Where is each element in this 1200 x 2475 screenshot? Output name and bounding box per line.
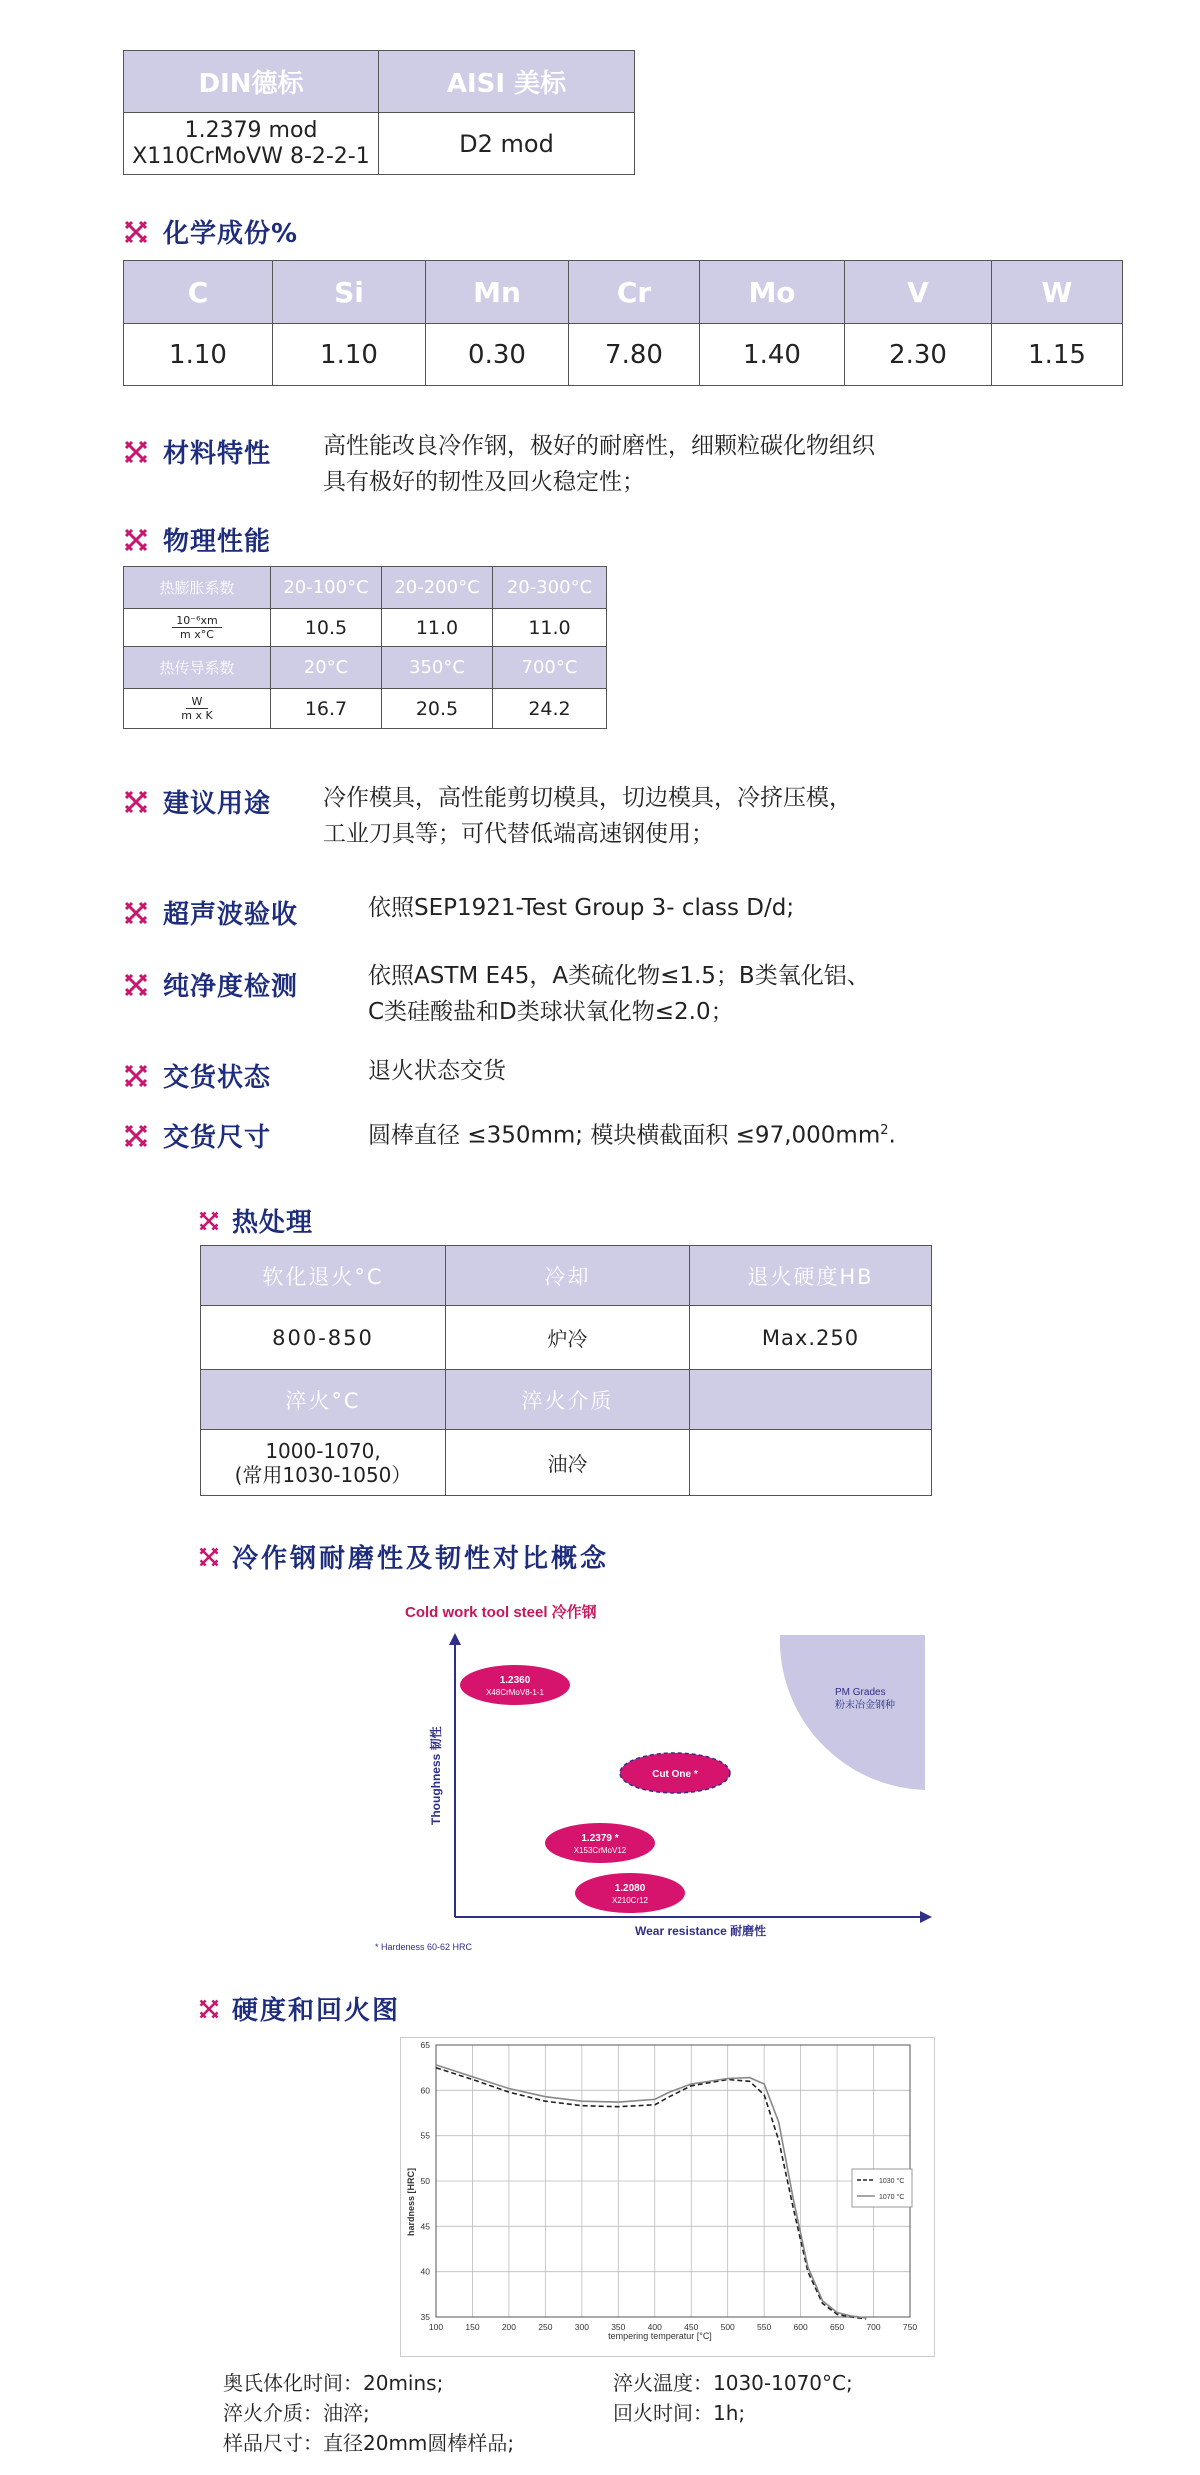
x-tick-label: 500 <box>720 2322 735 2332</box>
din-line-1: 1.2379 mod <box>184 117 318 143</box>
x-tick-label: 400 <box>647 2322 662 2332</box>
bubble-1-line-1: 1.2360 <box>499 1675 531 1686</box>
x-axis-arrow <box>920 1911 932 1923</box>
chem-value-mn: 0.30 <box>426 324 569 386</box>
tempering-chart <box>400 2037 935 2357</box>
notes-row-2 <box>223 2398 983 2428</box>
delivery-size-sup: 2 <box>880 1123 889 1138</box>
usage-title: 建议用途 <box>163 789 272 819</box>
ultrasonic-heading <box>123 894 298 931</box>
conductivity-temp-2: 350°C <box>382 647 493 689</box>
concept-footnote: * Hardeness 60-62 HRC <box>375 1942 473 1952</box>
expansion-range-2: 20-200°C <box>382 567 493 609</box>
delivery-size-text <box>368 1113 896 1154</box>
bubble-4-line-2: X210Cr12 <box>611 1896 649 1905</box>
ultrasonic-text: 依照SEP1921-Test Group 3- class D/d; <box>368 895 795 921</box>
delivery-state-title: 交货状态 <box>163 1063 272 1093</box>
chem-value-c: 1.10 <box>124 324 273 386</box>
expansion-value-3: 11.0 <box>493 609 607 647</box>
physical-table <box>123 566 607 729</box>
pm-label-2: 粉末冶金钢种 <box>835 1700 895 1711</box>
y-tick-label: 65 <box>420 2040 430 2050</box>
expansion-value-1: 10.5 <box>271 609 382 647</box>
chart-y-label: hardness [HRC] <box>406 2167 416 2237</box>
section-cross-icon <box>123 527 149 553</box>
conductivity-value-3: 24.2 <box>493 689 607 729</box>
x-tick-label: 450 <box>684 2322 699 2332</box>
heat-header-hardness: 退火硬度HB <box>690 1246 932 1306</box>
note-temper-time: 回火时间：1h; <box>613 2401 746 2425</box>
heat-medium-value: 油冷 <box>446 1430 690 1496</box>
heat-empty-value <box>690 1430 932 1496</box>
chemistry-header-row <box>124 261 1123 324</box>
delivery-state-text: 退火状态交货 <box>368 1058 506 1084</box>
note-quench-medium: 淬火介质：油淬; <box>223 2401 370 2425</box>
designation-aisi-value: D2 mod <box>379 113 635 175</box>
chart-legend <box>852 2169 912 2207</box>
x-tick-label: 700 <box>866 2322 881 2332</box>
section-cross-icon <box>123 219 149 245</box>
material-heading <box>123 433 271 470</box>
x-tick-label: 750 <box>902 2322 918 2332</box>
conductivity-unit-bottom: m x K <box>181 709 213 722</box>
expansion-label: 热膨胀系数 <box>124 567 271 609</box>
bubble-4-line-1: 1.2080 <box>614 1883 646 1894</box>
conductivity-value-1: 16.7 <box>271 689 382 729</box>
delivery-size-heading <box>123 1117 271 1154</box>
y-tick-label: 35 <box>420 2312 430 2322</box>
section-cross-icon <box>123 972 149 998</box>
heat-heading <box>198 1202 313 1239</box>
chem-value-cr: 7.80 <box>569 324 700 386</box>
chem-value-mo: 1.40 <box>700 324 845 386</box>
conductivity-label: 热传导系数 <box>124 647 271 689</box>
physical-title: 物理性能 <box>163 527 272 557</box>
chemistry-title: 化学成份% <box>163 219 299 249</box>
concept-chart-title: Cold work tool steel 冷作钢 <box>405 1604 597 1621</box>
designation-din-value <box>124 113 379 175</box>
section-cross-icon <box>123 900 149 926</box>
chem-value-w: 1.15 <box>992 324 1123 386</box>
legend-label-2: 1070 °C <box>879 2194 905 2201</box>
purity-text <box>368 958 870 1030</box>
x-tick-label: 250 <box>538 2322 553 2332</box>
x-tick-label: 200 <box>501 2322 517 2332</box>
heat-title: 热处理 <box>232 1208 314 1238</box>
x-tick-label: 300 <box>574 2322 589 2332</box>
x-tick-label: 150 <box>465 2322 480 2332</box>
y-tick-label: 40 <box>420 2266 430 2277</box>
purity-heading <box>123 966 298 1003</box>
note-quench-temp: 淬火温度：1030-1070°C; <box>613 2371 853 2395</box>
tempering-heading <box>198 1990 400 2027</box>
y-tick-label: 45 <box>420 2221 430 2232</box>
delivery-size-main: 圆棒直径 ≤350mm; 模块横截面积 ≤97,000mm <box>368 1122 881 1149</box>
material-line-1: 高性能改良冷作钢，极好的耐磨性，细颗粒碳化物组织 <box>323 433 875 459</box>
material-line-2: 具有极好的韧性及回火稳定性； <box>323 469 645 495</box>
conductivity-value-2: 20.5 <box>382 689 493 729</box>
x-tick-label: 100 <box>428 2322 444 2332</box>
din-line-2: X110CrMoVW 8-2-2-1 <box>132 143 370 169</box>
expansion-value-2: 11.0 <box>382 609 493 647</box>
chem-header-c: C <box>124 261 273 324</box>
material-text <box>323 428 875 500</box>
heat-header-quench: 淬火°C <box>201 1370 446 1430</box>
heat-header-empty <box>690 1370 932 1430</box>
bubble-3-line-2: X153CrMoV12 <box>573 1846 627 1855</box>
section-cross-icon <box>198 1998 220 2020</box>
note-sample-size: 样品尺寸：直径20mm圆棒样品; <box>223 2431 515 2455</box>
concept-diagram <box>370 1595 940 1960</box>
chart-x-label: tempering temperatur [°C] <box>608 2331 712 2341</box>
designation-aisi-header: AISI 美标 <box>379 51 635 113</box>
tempering-notes <box>223 2368 983 2458</box>
x-tick-label: 600 <box>793 2322 808 2332</box>
material-title: 材料特性 <box>163 439 272 469</box>
concept-y-label: Thoughness 韧性 <box>429 1726 443 1825</box>
expansion-range-1: 20-100°C <box>271 567 382 609</box>
physical-heading <box>123 521 271 558</box>
usage-text <box>323 780 852 852</box>
designation-table <box>123 50 635 175</box>
ultrasonic-title: 超声波验收 <box>163 900 299 930</box>
purity-line-2: C类硅酸盐和D类球状氧化物≤2.0； <box>368 999 734 1025</box>
section-cross-icon <box>123 789 149 815</box>
conductivity-temp-1: 20°C <box>271 647 382 689</box>
chem-value-v: 2.30 <box>845 324 992 386</box>
concept-heading <box>198 1538 609 1575</box>
expansion-unit-top: 10⁻⁶xm <box>172 614 221 628</box>
chem-header-mo: Mo <box>700 261 845 324</box>
heat-table <box>200 1245 932 1496</box>
usage-line-2: 工业刀具等；可代替低端高速钢使用； <box>323 821 714 847</box>
conductivity-unit-top: W <box>186 695 209 709</box>
tempering-title: 硬度和回火图 <box>232 1996 401 2026</box>
delivery-size-end: . <box>888 1122 896 1149</box>
section-cross-icon <box>198 1546 220 1568</box>
y-tick-label: 55 <box>420 2130 430 2141</box>
section-cross-icon <box>123 1123 149 1149</box>
chem-header-w: W <box>992 261 1123 324</box>
chem-value-si: 1.10 <box>273 324 426 386</box>
section-cross-icon <box>198 1210 220 1232</box>
chemistry-heading <box>123 213 298 250</box>
pm-region <box>780 1635 925 1790</box>
y-tick-label: 50 <box>420 2176 430 2186</box>
heat-header-medium: 淬火介质 <box>446 1370 690 1430</box>
section-cross-icon <box>123 439 149 465</box>
heat-cooling-value: 炉冷 <box>446 1306 690 1370</box>
heat-hardness-value: Max.250 <box>690 1306 932 1370</box>
legend-label-1: 1030 °C <box>879 2178 905 2185</box>
chemistry-table <box>123 260 1123 386</box>
notes-row-3 <box>223 2428 983 2458</box>
chemistry-value-row <box>124 324 1123 386</box>
heat-quench-line-1: 1000-1070, <box>265 1438 381 1463</box>
delivery-size-title: 交货尺寸 <box>163 1123 272 1153</box>
note-austenitize: 奥氏体化时间：20mins; <box>223 2371 444 2395</box>
y-tick-label: 60 <box>420 2085 430 2096</box>
expansion-unit-bottom: m x°C <box>180 628 214 641</box>
usage-line-1: 冷作模具，高性能剪切模具，切边模具，冷挤压模， <box>323 785 852 811</box>
purity-line-1: 依照ASTM E45，A类硫化物≤1.5；B类氧化铝、 <box>368 963 870 989</box>
concept-title: 冷作钢耐磨性及韧性对比概念 <box>232 1544 610 1574</box>
usage-heading <box>123 783 271 820</box>
concept-x-label: Wear resistance 耐磨性 <box>635 1924 767 1938</box>
conductivity-unit <box>124 689 271 729</box>
heat-header-anneal: 软化退火°C <box>201 1246 446 1306</box>
bubble-1-line-2: X48CrMoV8-1-1 <box>486 1688 544 1697</box>
bubble-3-line-1: 1.2379 * <box>581 1833 619 1844</box>
purity-title: 纯净度检测 <box>163 972 299 1002</box>
heat-anneal-value: 800-850 <box>201 1306 446 1370</box>
section-cross-icon <box>123 1063 149 1089</box>
x-tick-label: 350 <box>611 2322 626 2332</box>
heat-header-cooling: 冷却 <box>446 1246 690 1306</box>
legend-box <box>852 2169 912 2207</box>
bubble-2-line-1: Cut One * <box>652 1769 698 1780</box>
delivery-state-heading <box>123 1057 271 1094</box>
y-axis-arrow <box>449 1633 461 1645</box>
chem-header-si: Si <box>273 261 426 324</box>
chem-header-mn: Mn <box>426 261 569 324</box>
expansion-unit <box>124 609 271 647</box>
x-tick-label: 550 <box>757 2322 772 2332</box>
chem-header-cr: Cr <box>569 261 700 324</box>
pm-label-1: PM Grades <box>835 1687 886 1698</box>
chem-header-v: V <box>845 261 992 324</box>
designation-din-header: DIN德标 <box>124 51 379 113</box>
x-tick-label: 650 <box>829 2322 845 2332</box>
heat-quench-value <box>201 1430 446 1496</box>
expansion-range-3: 20-300°C <box>493 567 607 609</box>
conductivity-temp-3: 700°C <box>493 647 607 689</box>
heat-quench-line-2: (常用1030-1050） <box>234 1462 412 1487</box>
notes-row-1 <box>223 2368 983 2398</box>
